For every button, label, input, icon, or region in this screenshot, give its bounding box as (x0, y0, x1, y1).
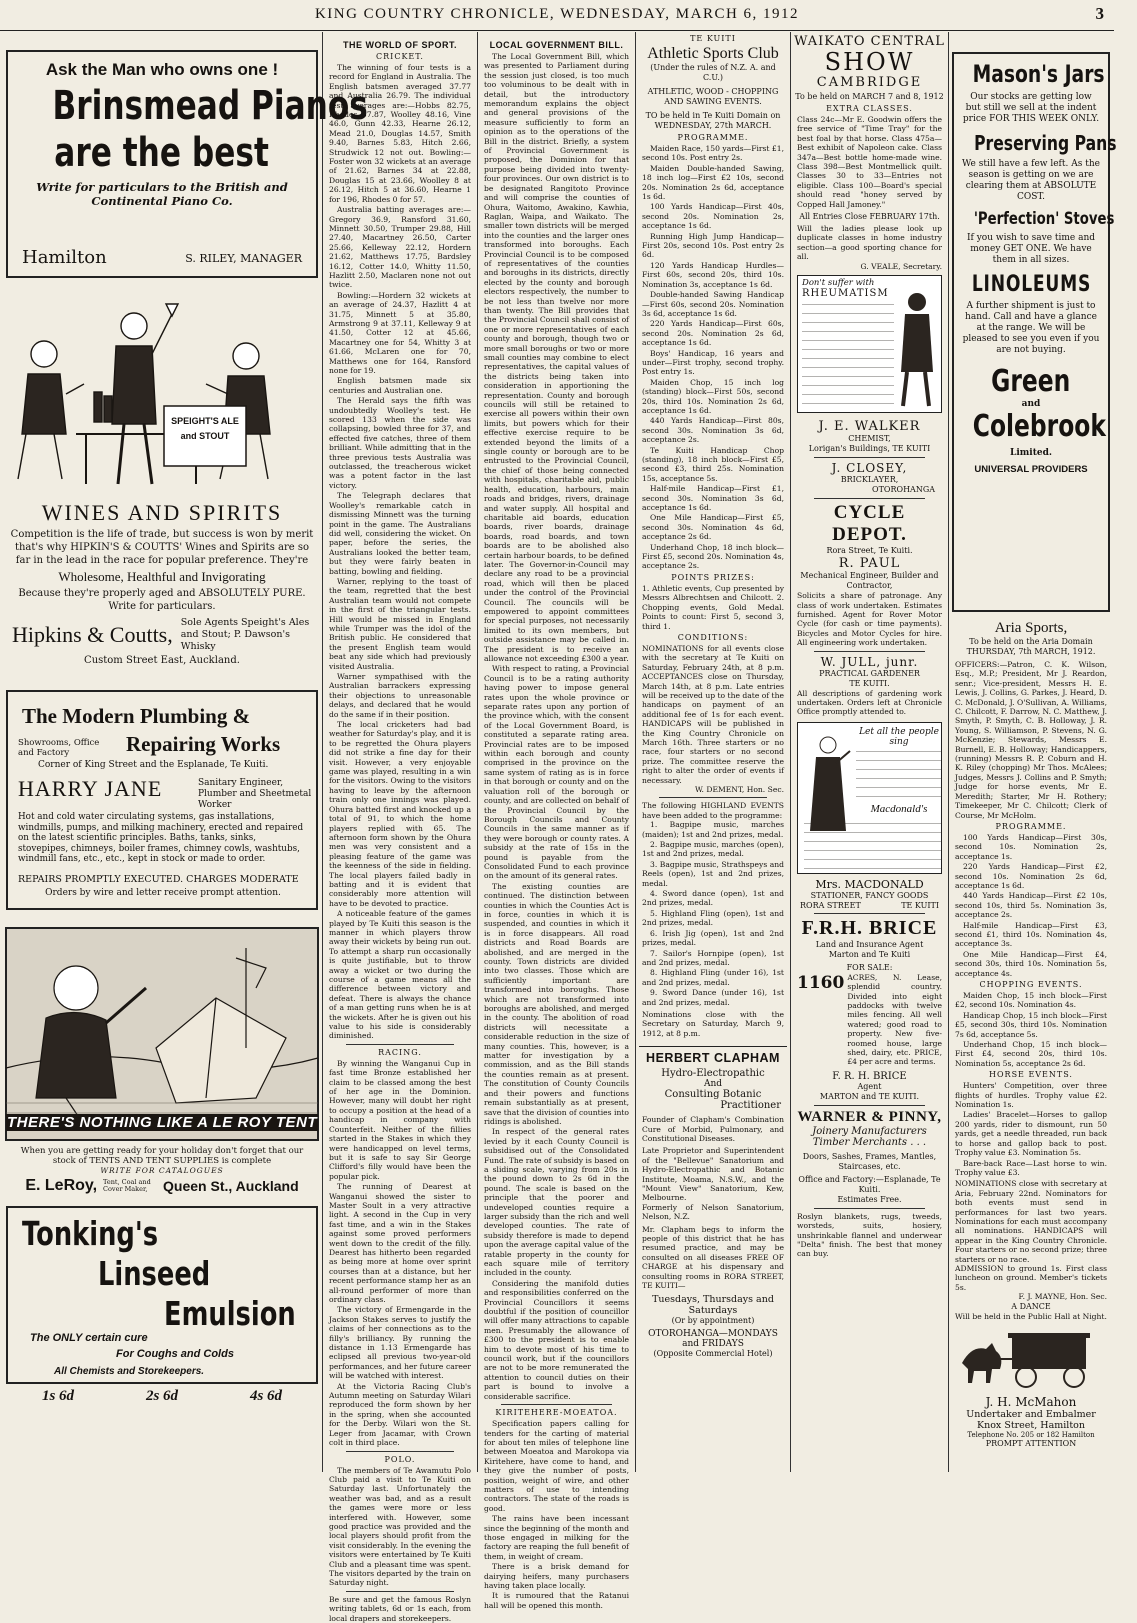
aria-nominations: NOMINATIONS close with secretary at Aria, February 22nd. Nominators for both events must send in performances for last two years. Nominations for each must accompany all nominations. HANDICAPS will appear in the King Country Chronicle. Four starters or no second prize; three starters or no race. (955, 1179, 1107, 1264)
clapham-p2: Late Proprietor and Superintendent of the "Bellevue" Sanatorium and Hydro-Electropathic and Botanic Institute, Moama, N.S.W., and the "Mount View" Sanatorium, Kew, Melbourne. (642, 1146, 784, 1203)
speights-firm: Hipkins & Coutts, (12, 622, 173, 647)
aria-dance-note: Will be held in the Public Hall at Night. (955, 1311, 1107, 1321)
mason-t2: We still have a few left. As the season is getting on we are clearing them at ABSOLUTE COST. (962, 159, 1100, 202)
clapham-p3: Formerly of Nelson Sanatorium, Nelson, N.Z. (642, 1202, 784, 1222)
clapham-t1: Hydro-Electropathic (661, 1068, 765, 1080)
plumbing-name: HARRY JANE (18, 776, 163, 801)
athletic-place: TE KUITI (690, 34, 736, 43)
highland-event-item: 9. Sword Dance (under 16), 1st and 2nd prizes, medal. (642, 988, 784, 1007)
cricket-article (326, 63, 474, 1041)
aria-event-item: Half-mile Handicap—First £3, second £1, third 10s. Nomination 4s, acceptance 3s. (955, 920, 1107, 949)
highland-event-item: 4. Sword dance (open), 1st and 2nd prizes, medal. (642, 889, 784, 908)
leroy-address: Queen St., Auckland (163, 1178, 299, 1194)
athletic-programme-item: One Mile Handicap—First £5, second 30s. Nomination 4s 6d, acceptance 2s 6d. (642, 513, 784, 542)
athletic-conditions-title: CONDITIONS: (677, 632, 749, 642)
tonking-price-3: 4s 6d (249, 1388, 283, 1404)
closey-trade: BRICKLAYER, (840, 475, 899, 485)
plumbing-orders: Orders by wire and letter receive prompt attention. (45, 888, 281, 898)
athletic-held: TO be held in Te Kuiti Domain on (645, 111, 781, 120)
kiri-paragraph: It is rumoured that the Ratanui hall will be opened this month. (484, 1591, 629, 1610)
macdonald-text-block (856, 751, 942, 799)
cycle-address: Rora Street, Te Kuiti. (826, 546, 913, 556)
localgov-paragraph: With respect to rating, a Provincial Council is to be a rating authority having power to impose general rates upon the whole province or separate rates upon any portion of the province which, with the consent of the Local Government Board, is constituted a separate rating area. Provincial rates are to be imposed within each borough and county comprised in the province on the same system of rating as is in force in that borough or county and on the valuation roll of the borough or county, and are collected on behalf of the Provincial Council by the Borough Councils and County Councils in the same manner as if they were borough or county rates. A subsidy at the rate of 15s in the pound is payable from the Consolidated Fund to each province on the amount of its general rates. (484, 664, 629, 881)
sport-title: THE WORLD OF SPORT. (343, 40, 457, 50)
left-ad-column (6, 32, 368, 1472)
athletic-programme-item: 100 Yards Handicap—First 40s, second 20s. Nomination 2s, acceptance 1s 6d. (642, 202, 784, 231)
tonking-price-2: 2s 6d (145, 1388, 179, 1404)
athletic-programme-item: 220 Yards Handicap—First 60s, second 20s. Nomination 2s 6d, acceptance 1s 6d. (642, 319, 784, 348)
aria-horse-item: Hunters' Competition, over three flights of hurdles. Trophy value £2. Nomination 1s. (955, 1081, 1107, 1110)
mason-stoves: 'Perfection' Stoves (973, 209, 1115, 229)
localgov-paragraph: In respect of the general rates levied by it each County Council is subsidised out of the Consolidated Fund. The rate of subsidy is based on a sliding scale, varying from 20s in the pound down to 2s 6d in the pound. The scale is based on the principle that the poorer and undeveloped counties require a larger subsidy than the rich and well developed counties. The rate of subsidy therefore is made to depend upon the average capital value of the ratable property in the county for each square mile of territory included in the county. (484, 1127, 629, 1278)
walker-address: Lorigan's Buildings, TE KUITI (808, 444, 931, 454)
leroy-illustration (6, 928, 318, 1140)
aria-event-item: 220 Yards Handicap—First £2, second 10s. Nomination 2s 6d, acceptance 1s 6d. (955, 862, 1107, 890)
mason-firm1: Green (991, 364, 1071, 399)
closey-name: J. CLOSEY, (831, 461, 908, 476)
brinsmead-line1: Ask the Man who owns one ! (45, 60, 279, 79)
athletic-points: 1. Athletic events, Cup presented by Messrs Albrechtsen and Chilcott. 2. Chopping events, Gold Medal. Points to count: First 5, second 3, third 1. (642, 583, 784, 631)
macdonald-sing: Let all the people sing (859, 726, 939, 747)
column-rule (790, 32, 791, 1472)
plumbing-repairs: REPAIRS PROMPTLY EXECUTED. CHARGES MODERATE (18, 874, 299, 885)
brinsmead-ad (6, 50, 368, 278)
leroy-line1: When you are getting ready for your holiday don't forget that our stock of TENTS AND TENT SUPPLIES is complete (20, 1146, 304, 1166)
cricket-paragraph: The local cricketers had bad weather for Saturday's play, and it is to be regretted the Ohura players did not strike a fine day for their visit. However, a very enjoyable game was played, resulting in a win for the visitors. Owing to the visitors having to leave by the afternoon train only one innings was played. Ohura batted first and knocked up a total of 91, to which the home players replied with 65. The afternoon form shown by the Ohura men was very consistent and a pleasing feature of the game was the keenness of the side in fielding. The local players failed badly in batting and it is evident that considerably more attention will have to be devoted to practice. (329, 720, 471, 908)
localgov-paragraph: The Local Government Bill, which was presented to Parliament during the session just closed, is too much too voluminous to be dealt with in detail, but the introductory memorandum explains the object and general provisions of the measure sufficiently to form an opinion as to the operations of the Bill in the district. Briefly, a system of Provincial Government is proposed, the Dominion for that purpose being divided into twenty-four provinces. Our own district is to be designated Rangitoto Province and will comprise the counties of Ohura, Waitomo, Awakino, Kawhia, Raglan, Waipa, and Waikato. The smaller town districts will be merged into the counties and the larger ones transformed into boroughs. Each Provincial Council is to be composed of representatives of the counties and boroughs in its districts, directly elected by the county and borough electors respectively, the number to be not less than twelve nor more than twenty. The Bill provides that the Provincial Council shall consist of one or more representatives of each county and borough, though two or more small boroughs or two or more small counties may combine to elect representatives, the capital values of the districts being taken into consideration in apportioning the representation. County and borough councils will still be retained to exercise all powers within their own limits, but powers which for their effective exercise require to be extended beyond the limits of a single county or borough are to be entrusted to the Provincial Council, the chief of those being connected with hospitals, charitable aid, public health, education, harbours, main roads and bridges, rivers, drainage and water supply. All hospital and charitable aid boards, education boards, river boards, drainage boards, road boards, and town boards are to be abolished also certain harbour boards, to be defined later. The Governor-in-Council may declare any road to be a provincial road, which will then be placed under the control of the Provincial Council. The councils will be empowered to appoint committees for special purposes, not necessarily limited to its own members, but outside assistance may be called in. The president is to receive an allowance not exceeding £300 a year. (484, 52, 629, 663)
mason-ltd: Limited. (1010, 448, 1052, 458)
tonking-l6: All Chemists and Storekeepers. (54, 1366, 205, 1377)
waikato-secretary: G. VEALE, Secretary. (860, 261, 942, 271)
clapham-d2: (Or by appointment) (671, 1316, 755, 1326)
mason-t3: If you wish to save time and money GET ONE. We have them in all sizes. (966, 233, 1096, 265)
athletic-column (639, 32, 787, 1472)
cricket-paragraph: English batsmen made six centuries and Australian one. (329, 376, 471, 395)
green-colebrook-ad (952, 52, 1117, 612)
sport-column (326, 32, 474, 1623)
localgov-article (481, 52, 632, 1401)
brice-forsale: FOR SALE: (846, 962, 893, 972)
jull-trade: PRACTICAL GARDENER (819, 668, 920, 678)
column-rule (635, 32, 636, 1472)
athletic-secretary: W. DEMENT, Hon. Sec. (695, 785, 784, 794)
aria-event-item: One Mile Handicap—First £4, second 30s, third 10s. Nomination 5s, acceptance 4s. (955, 949, 1107, 978)
kiri-paragraph: The rains have been incessant since the beginning of the month and those engaged in milking for the factory are reaping the full benefit of them, in weight of cream. (484, 1514, 629, 1561)
mason-pans: Preserving Pans (974, 131, 1117, 155)
highland-event-item: 8. Highland Fling (under 16), 1st and 2nd prizes, medal. (642, 968, 784, 987)
athletic-programme-item: Maiden Double-handed Sawing, 18 inch log—First £2 10s, second 20s. Nomination 2s 6d, acceptance 1s 6d. (642, 163, 784, 202)
highland-event-item: 5. Highland Fling (open), 1st and 2nd prizes, medal. (642, 908, 784, 928)
speights-body2: Because they're properly aged and ABSOLUTELY PURE. Write for particulars. (18, 588, 306, 612)
aria-title: Aria Sports, (994, 620, 1068, 636)
mason-tag: UNIVERSAL PROVIDERS (974, 464, 1088, 475)
cricket-paragraph: A noticeable feature of the games played by Te Kuiti this season is the manner in which players throw away their wickets by being run out. To attempt a sharp run occasionally is quite justifiable, but to throw away a wicket or two during the course of a game means all the difference between victory and defeat. There is always the chance of a man getting runs when he is at the wickets. After he is given out his value to his side is considerably diminished. (329, 909, 471, 1041)
athletic-programme-item: 440 Yards Handicap—First 80s, second 30s. Nomination 3s 6d, acceptance 2s. (642, 416, 784, 445)
clapham-name: HERBERT CLAPHAM (646, 1051, 780, 1066)
sport-cricket-heading: CRICKET. (376, 52, 424, 61)
aria-secretary: F. J. MAYNE, Hon. Sec. (1018, 1292, 1107, 1302)
aria-dance: A DANCE (1011, 1301, 1051, 1311)
athletic-programme-item: 120 Yards Handicap Hurdles—First 60s, second 20s, third 10s. Nomination 3s, acceptance 1s 6d. (642, 260, 784, 289)
cycle-name: R. PAUL (838, 556, 901, 572)
racing-paragraph: The victory of Ermengarde in the Jackson Stakes serves to justify the claims of her connections as to the filly's brilliancy. By running the distance in 1.13 Ermengarde has eclipsed all previous two-year-old performances, and her future career will be watched with interest. (329, 1305, 471, 1381)
macdonald-name: Mrs. MACDONALD (815, 877, 924, 891)
speights-ad (6, 284, 318, 684)
macdonald-ad (797, 722, 942, 874)
kiri-article (481, 1419, 632, 1610)
masthead-title: KING COUNTRY CHRONICLE, WEDNESDAY, MARCH 6, 1912 (314, 6, 800, 22)
macdonald-text-block-2 (804, 823, 942, 869)
clapham-t3: Consulting Botanic (664, 1089, 762, 1101)
speights-heading: WINES AND SPIRITS (41, 500, 283, 525)
speights-body1: Competition is the life of trade, but success is won by merit that's why HIPKIN'S & COUTTS' Wines and Spirits are so far in the lead in the race for popular preference. They're (10, 529, 314, 566)
speights-sign: SPEIGHT'S ALE and STOUT (171, 416, 239, 441)
plumbing-title2: Repairing Works (126, 732, 281, 756)
aria-events-list (952, 833, 1110, 978)
aria-chop-list (952, 991, 1110, 1068)
waikato-date: To be held on MARCH 7 and 8, 1912 (795, 92, 944, 101)
aria-programme: PROGRAMME. (995, 821, 1067, 831)
cricket-paragraph: Warner, replying to the toast of the team, regretted that the best Australian team would not compete in the first of the triangular tests. Hill would be missed in England while Trumper was the idol of the British public. He considered that the present English team would beat any side which had previously visited Australia. (329, 576, 471, 671)
aria-horse-item: Bare-back Race—Last horse to win. Trophy value £3. (955, 1158, 1107, 1177)
walker-name: J. E. WALKER (818, 419, 921, 435)
tonking-l3: Emulsion (164, 1294, 296, 1333)
tonking-l1: Tonking's (22, 1214, 159, 1253)
jull-place: TE KUITI. (849, 678, 890, 688)
tonking-price-1: 1s 6d (41, 1388, 75, 1404)
cricket-paragraph: The winning of four tests is a record for England in Australia. The English batsmen averaged 37.77 and Australia 26.79. The individual test averages are:—Hobbs 82.75, Rhodes 57.87, Woolley 48.16, Vine 46.0, Gunn 42.33, Hearne 26.12, Mead 21.0, Douglas 14.57, Smith 9.40, Barnes 5.83, Hitch 2.66, Strudwick 12 not out. Bowling:—Foster won 32 wickets at an average of 21.62, Barnes 34 at 22.88, Douglas 15 at 23.66, Woolley 8 at 26.12, Hitch 5 at 36.60, Hearne 1 for 196, Rhodes 0 for 57. (329, 63, 471, 204)
aria-chop-item: Underhand Chop, 15 inch block—First £4, second 20s, third 10s. Nomination 5s, acceptance 2s 6d. (955, 1040, 1107, 1068)
brice-place: Marton and Te Kuiti (828, 949, 911, 959)
warner-name: WARNER & PINNY, (797, 1108, 942, 1125)
brinsmead-place: Hamilton (22, 247, 107, 268)
kiri-paragraph: There is a brisk demand for dairying heifers, many purchasers having taken place locally. (484, 1562, 629, 1590)
tonking-l5: For Coughs and Colds (116, 1348, 234, 1360)
brinsmead-line2: Brinsmead Pianos (52, 83, 368, 129)
cricket-paragraph: Australia batting averages are:—Gregory 36.9, Ransford 31.60, Minnett 30.50, Trumper 29.88, Hill 27.40, Macartney 26.50, Carter 25.66, Kelleway 22.12, Hordern 21.62, Matthews 17.75, Bardsley 16.12, Cotter 14.0, Whitty 11.50, Hazlitt 2.50, Maclaren none not out twice. (329, 205, 471, 290)
warner-estimates: Estimates Free. (837, 1194, 902, 1204)
aria-event-item: 100 Yards Handicap—First 30s, second 10s. Nomination 2s, acceptance 1s. (955, 832, 1107, 861)
hearse-illustration (952, 1323, 1110, 1393)
brinsmead-manager: S. RILEY, MANAGER (185, 252, 302, 265)
mcmahon-prompt: PROMPT ATTENTION (985, 1439, 1077, 1448)
aria-admission: ADMISSION to ground 1s. First class luncheon on ground. Member's tickets 5s. (955, 1263, 1107, 1292)
brice-name: F.R.H. BRICE (801, 916, 938, 939)
athletic-programme-list (639, 144, 787, 571)
leroy-maker: Tent, Coal and Cover Maker, (103, 1178, 151, 1193)
athletic-programme-item: Maiden Chop, 15 inch log (standing) block—First 50s, second 20s, third 10s. Nomination 2s 6d, acceptance 1s 6d. (642, 377, 784, 415)
athletic-programme: PROGRAMME. (677, 133, 749, 142)
aria-horse-title: HORSE EVENTS. (989, 1070, 1073, 1080)
athletic-programme-item: Boys' Handicap, 16 years and under—First trophy, second trophy. Post entry 1s. (642, 348, 784, 377)
highland-events-list (639, 820, 787, 1007)
waikato-extra: EXTRA CLASSES. (826, 104, 913, 113)
athletic-programme-item: Te Kuiti Handicap Chop (standing), 18 inch block—First £5, second £3, third 25s. Nomination 15s, acceptance 5s. (642, 445, 784, 483)
tonking-ad (6, 1206, 318, 1384)
highland-intro: The following HIGHLAND EVENTS have been added to the programme: (642, 801, 784, 820)
brice-places: MARTON and TE KUITI. (819, 1091, 920, 1101)
page-number: 3 (1095, 4, 1104, 23)
plumbing-showrooms: Showrooms, Office and Factory (18, 738, 100, 758)
aria-horse-list (952, 1081, 1110, 1177)
leroy-name: E. LeRoy, (25, 1177, 98, 1194)
mason-t1: Our stocks are getting low but still we sell at the indent price FOR THIS WEEK ONLY. (962, 92, 1100, 124)
macdonald-street: RORA STREET (800, 900, 861, 910)
polo-paragraph: The members of Te Awamutu Polo Club paid a visit to Te Kuiti on Saturday last. Unfortunately the weather was bad, and as a result the games were more or less interfered with. However, some good practice was provided and the local players should profit from the visit considerably. In the evening the visitors were entertained by Te Kuiti Club and a pleasant time was spent. The visitors departed by the train on Saturday night. (329, 1465, 471, 1588)
athletic-programme-item: Half-mile Handicap—First £1, second 30s. Nomination 3s 6d, acceptance 1s 6d. (642, 484, 784, 513)
brice-body: ACRES, N. Lease, splendid country. Divided into eight paddocks with twelve miles fencing. All well watered; good road to property. New five-roomed house, large shed, dairy, etc. PRICE, £4 per acre and terms. (847, 972, 942, 1067)
rheumatism-l2: RHEUMATISM (802, 288, 889, 300)
plumbing-corner: Corner of King Street and the Esplanade, Te Kuiti. (38, 760, 269, 770)
column-rule (477, 32, 478, 1472)
localgov-paragraph: Considering the manifold duties and responsibilities conferred on the Provincial Councillors it seems doubtful if the position of councillor will offer many attractions to capable men. Presumably the allowance of £300 to the president is to enable him to devote most of his time to council work, but if the councillors are not to be more remunerated the attention to council duties on their part is bound to involve a considerable sacrifice. (484, 1278, 629, 1401)
clapham-d4: (Opposite Commercial Hotel) (653, 1349, 773, 1359)
athletic-programme-item: Maiden Race, 150 yards—First £1, second 10s. Post entry 2s. (642, 144, 784, 163)
mcmahon-address: Knox Street, Hamilton (977, 1420, 1085, 1431)
cricket-paragraph: The Herald says the fifth was undoubtedly Woolley's test. He scored 133 when the side was collapsing, bowled three for 37, and effected five catches, three of them brilliant. While admitting that in the three previous tests Australia was outclassed, the treacherous wicket was a potent factor in the last victory. (329, 396, 471, 490)
leroy-ad (6, 928, 318, 1196)
brice-agent: F. R. H. BRICE (832, 1070, 907, 1082)
mason-and: and (1021, 399, 1041, 409)
highland-event-item: 7. Sailor's Hornpipe (open), 1st and 2nd prizes, medal. (642, 948, 784, 967)
highland-event-item: 3. Bagpipe music, Strathspeys and Reels (open), 1st and 2nd prizes, medal. (642, 859, 784, 888)
brice-agent-label: Agent (857, 1081, 882, 1091)
clapham-t4: Practitioner (720, 1100, 781, 1112)
waikato-body: Class 24c—Mr E. Goodwin offers the free service of "Time Tray" for the best foal by that horse. Class 475a—Best exhibit of Napoleon cake. Class 347a—Best bottle home-made wine. Class 398—Best Montmellick quilt. Classes 30 to 33—Entries not eligible. Class 100—Board's special should read "honey served by Copped Hall Jamoney." (797, 115, 942, 209)
aria-event-item: 440 Yards Handicap—First £2 10s, second 10s, third 5s. Nomination 3s, acceptance 2s. (955, 891, 1107, 920)
kiri-paragraph: Specification papers calling for tenders for the carting of material for about ten miles of telephone line between Moeatoa and Marokopa via Kiritehere, have come to hand, and they give the number of posts, position, weight of wire, and other matters of use to intending contractors. The state of the roads is good. (484, 1419, 629, 1513)
warner-office: Office and Factory:—Esplanade, Te Kuiti. (798, 1174, 941, 1194)
aria-chop-item: Handicap Chop, 15 inch block—First £5, second 30s, third 10s. Nomination 7s 6d, acceptance 5s. (955, 1010, 1107, 1039)
cycle-trade: Mechanical Engineer, Builder and Contractor, (800, 571, 939, 591)
plumbing-body: Hot and cold water circulating systems, gas installations, windmills, pumps, and milking machinery, erected and repaired on the latest scientific principles. Baths, tanks, sinks, stovepipes, chimneys, boiler frames, chimney cowls, washtubs, windmill fans, etc., etc., kept in stock or made to order. (18, 812, 304, 864)
athletic-rules: (Under the rules of N.Z. A. and C.U.) (650, 63, 776, 82)
macdonald-brand: Macdonald's (870, 802, 928, 815)
plumbing-title1: The Modern Plumbing & (22, 704, 251, 728)
athletic-conditions: NOMINATIONS for all events close with the secretary at Te Kuiti on Saturday, February 24th, at 8 p.m. ACCEPTANCES close on Thursday, March 14th, at 8 p.m. Late entries will be received up to the date of the handicaps on payment of an additional fee of 1s for each event. HANDICAPS will be published in the King Country Chronicle on March 16th. Three starters or no race, four starters or no second prize. The committee reserve the right to alter the order of events if necessary. (642, 643, 784, 785)
sport-racing-heading: RACING. (378, 1047, 422, 1057)
clapham-p4: Mr. Clapham begs to inform the people of this district that he has resumed practice, and may be consulted on all diseases FREE OF CHARGE at his dispensary and consulting rooms in RORA STREET, TE KUITI— (642, 1224, 784, 1291)
clapham-ad (639, 1046, 787, 1359)
athletic-date: WEDNESDAY, 27th MARCH. (654, 121, 772, 130)
waikato-place: CAMBRIDGE (816, 75, 923, 90)
mcmahon-tel: Telephone No. 205 or 182 Hamilton (967, 1431, 1095, 1439)
localgov-paragraph: The existing counties are continued. The distinction between counties in which the Counties Act is in force, counties in which it is suspended, and counties in which it is in force disappears. All road districts and Road Boards are abolished, and are merged in the county. Town districts are divided into two classes. Those which are sufficiently important are transformed into boroughs. Those which are not transformed into boroughs are abolished, and merged in the county. The abolition of road districts will necessitate a considerable reduction in the size of many counties. This, however, is a matter for investigation by a commission, and as the Bill stands the counties remain as at present. The constitution of County Councils and their powers and functions remain substantially as at present, save that the division of counties into ridings is abolished. (484, 881, 629, 1126)
brinsmead-line3: are the best (54, 130, 270, 176)
cricket-paragraph: Bowling:—Hordern 32 wickets at an average of 24.37, Hazlitt 4 at 31.75, Minnett 5 at 35.80, Armstrong 9 at 37.11, Kelleway 9 at 41.50, Cotter 12 at 45.66, Macartney one for 54, Whitty 3 at 61.66, McLaren one for 70, Matthews one for 164, Ransford none for 19. (329, 290, 471, 375)
roslyn-tablets-note: Be sure and get the famous Roslyn writing tablets, 6d or 1s each, from local drapers and storekeepers. (329, 1594, 471, 1623)
tonking-l2: Linseed (98, 1254, 211, 1293)
waikato-note: Will the ladies please look up duplicate classes in home industry section—a good sporting chance for all. (797, 224, 942, 262)
closey-place: OTOROHANGA (872, 485, 935, 495)
athletic-events: ATHLETIC, WOOD - CHOPPING AND SAWING EVENTS. (647, 87, 779, 106)
jull-name: W. JULL, junr. (820, 654, 919, 669)
cricket-paragraph: The Telegraph declares that Woolley's remarkable catch in dismissing Minnett was the turning point in the game. The Australians did well, considering the wicket. On paper, before the series, the Australians looked the better team, but they were fairly beaten in batting, bowling and fielding. (329, 491, 471, 576)
clapham-d3: OTOROHANGA—MONDAYS and FRIDAYS (648, 1329, 778, 1350)
brice-trade: Land and Insurance Agent (815, 939, 924, 949)
aria-date: THURSDAY, 7th MARCH, 1912. (966, 647, 1096, 656)
speights-agents: Sole Agents Speight's Ales and Stout; P. Dawson's Whisky (180, 617, 310, 652)
brice-acres: 1160 (797, 972, 845, 993)
waikato-title2: SHOW (824, 48, 915, 76)
speights-illustration (6, 284, 318, 494)
athletic-programme-item: Double-handed Sawing Handicap—First 60s, second 20s. Nomination 3s 6d, acceptance 1s 6d. (642, 290, 784, 318)
racing-paragraph: By winning the Wanganui Cup in fast time Bronze established her claim to be classed among the best of her age in the Dominion. However, many will doubt her right to occupy a position at the head of a handicap in company with Counterfeit. Neither of the fillies started in the Stakes in which they were handicapped on level terms, but it is safe to say Sir George Clifford's filly would have been the popular pick. (329, 1058, 471, 1181)
rheumatism-figure (893, 286, 939, 410)
leroy-banner: THERE'S NOTHING LIKE A LE ROY TENT (6, 1114, 318, 1131)
plumbing-trade: Sanitary Engineer, Plumber and Sheetmetal Worker (198, 778, 312, 810)
mason-lino: LINOLEUMS (971, 272, 1091, 297)
athletic-points-title: POINTS PRIZES: (671, 572, 755, 582)
athletic-programme-item: Underhand Chop, 18 inch block—First £5, second 20s. Nomination 4s, acceptance 2s. (642, 542, 784, 571)
column-rule (948, 32, 949, 1472)
macdonald-trade: STATIONER, FANCY GOODS (810, 890, 929, 900)
highland-event-item: 1. Bagpipe music, marches (maiden); 1st and 2nd prizes, medal. (642, 820, 784, 839)
mason-firm2: Colebrook (972, 409, 1106, 444)
waikato-entries: All Entries Close FEBRUARY 17th. (799, 212, 940, 222)
mason-t4: A further shipment is just to hand. Call and have a glance at the range. We will be pleased to see you even if you are not buying. (962, 301, 1100, 355)
aria-horse-item: Ladies' Bracelet—Horses to gallop 200 yards, rider to dismount, run 50 yards, get a needle threaded, run back to horse and gallop back to post. Trophy value £3. Nomination 5s. (955, 1110, 1107, 1158)
racing-paragraph: At the Victoria Racing Club's Autumn meeting on Saturday Wilari reproduced the form shown by her in the spring, when she accounted for the Derby. Wilari won the St. Leger from Jacamar, with Crown colt in third place. (329, 1381, 471, 1448)
brinsmead-line4: Write for particulars to the British and Continental Piano Co. (36, 180, 288, 208)
highland-close: Nominations close with the Secretary on Saturday, March 9, 1912, at 8 p.m. (642, 1009, 784, 1038)
plumbing-ad (6, 690, 318, 910)
speights-address: Custom Street East, Auckland. (84, 655, 240, 666)
sport-polo-heading: POLO. (384, 1454, 416, 1464)
warner-goods: Doors, Sashes, Frames, Mantles, Staircases, etc. (802, 1151, 937, 1171)
column-rule (322, 32, 323, 1472)
masthead (0, 0, 1114, 31)
rheumatism-l1: Don't suffer with (802, 278, 875, 289)
cycle-title: CYCLE DEPOT. (832, 502, 907, 546)
athletic-title: Athletic Sports Club (647, 45, 779, 62)
polo-article (326, 1466, 474, 1588)
athletic-programme-item: Running High Jump Handicap—First 20s, second 10s. Post entry 2s 6d. (642, 231, 784, 260)
aria-officers: OFFICERS:—Patron, C. K. Wilson, Esq., M.P.; President, Mr J. Reardon, senr.; Vice-president, Messrs H. E. Lewis, J. Collins, G. Parkes, J. Heard, D. C. McDonald, J. O'Sullivan, A. Williams, C. Chilcott, F. Darrow, N. C. Matthew, J. Smyth, P. Smyth, C. B. Holloway, J. R. Young, S. Williamson, P. Stevens, N. G. McKenzie; Stewards, Messrs E. Burnell, E. B. Holloway; Handicappers, (running) Messrs R. P. Coburn and H. K. Riley (chopping) Mr Thos. McAlees; Judges, Messrs J. Collins and P. Smyth; Judge for horse events, Mr E. Meredith; Starter, Mr H. Rothery; Timekeeper, Mr C. Chilcott; Clerk of Course, Mr McHolm. (955, 660, 1107, 820)
speights-tag: Wholesome, Healthful and Invigorating (58, 569, 266, 584)
waikato-title1: WAIKATO CENTRAL (794, 34, 945, 49)
localgov-column (481, 32, 632, 1610)
roslyn-blankets-note: Roslyn blankets, rugs, tweeds, worsteds, suits, hosiery, unshrinkable flannel and underwear "Delta" finish. The best that money can buy. (797, 1211, 942, 1259)
right-column (952, 32, 1117, 1472)
localgov-title: LOCAL GOVERNMENT BILL. (489, 40, 624, 50)
clapham-t2: And (703, 1079, 723, 1090)
warner-trade: Joinery Manufacturers Timber Merchants . . . (812, 1125, 927, 1148)
racing-paragraph: The running of Dearest at Wanganui showed the sister to Master Soult in a very attractive light. A second in the Cup in very fast time, and a win in the Stakes against some proved performers went down to the credit of the filly. Dearest has hitherto been regarded as being more at home over sprint courses than at a distance, but her recent performance stamp her as an all-round performer of more than ordinary class. (329, 1182, 471, 1304)
clapham-p1: Founder of Clapham's Combination Cure of Morbid, Pulmonary, and Constitutional Diseases. (642, 1115, 784, 1143)
aria-held: To be held on the Aria Domain (969, 637, 1093, 646)
walker-title: CHEMIST, (848, 434, 891, 444)
cricket-paragraph: Warner sympathised with the Australian barrackers expressing their objections to unreasonable delays, and declared that he would do the same if in their position. (329, 672, 471, 719)
rheumatism-text-block (802, 304, 894, 408)
racing-article (326, 1059, 474, 1448)
mcmahon-name: J. H. McMahon (985, 1395, 1077, 1409)
kiri-title: KIRITEHERE-MOEATOA. (495, 1408, 618, 1418)
waikato-column (794, 32, 945, 1472)
cycle-body: Solicits a share of patronage. Any class of work undertaken. Estimates furnished. Agent for Rover Motor Cycle (for cash or time payments). Bicycles and Motor Cycles for hire. All engineering work undertaken. (797, 591, 942, 648)
aria-chop-title: CHOPPING EVENTS. (979, 980, 1083, 989)
leroy-line2: WRITE FOR CATALOGUES (100, 1166, 224, 1175)
highland-event-item: 6. Irish Jig (open), 1st and 2nd prizes, medal. (642, 928, 784, 948)
clapham-d1: Tuesdays, Thursdays and Saturdays (652, 1294, 774, 1317)
tonking-l4: The ONLY certain cure (30, 1332, 148, 1344)
jull-body: All descriptions of gardening work undertaken. Orders left at Chronicle Office promptly attended to. (797, 688, 942, 717)
mason-title: Mason's Jars (972, 60, 1105, 88)
aria-chop-item: Maiden Chop, 15 inch block—First £2, second 10s. Nomination 4s. (955, 991, 1107, 1010)
mcmahon-trade: Undertaker and Embalmer (966, 1409, 1096, 1420)
highland-event-item: 2. Bagpipe music, marches (open), 1st and 2nd prizes, medal. (642, 840, 784, 859)
rheumatism-ad (797, 275, 942, 413)
macdonald-town: TE KUITI (901, 900, 939, 910)
